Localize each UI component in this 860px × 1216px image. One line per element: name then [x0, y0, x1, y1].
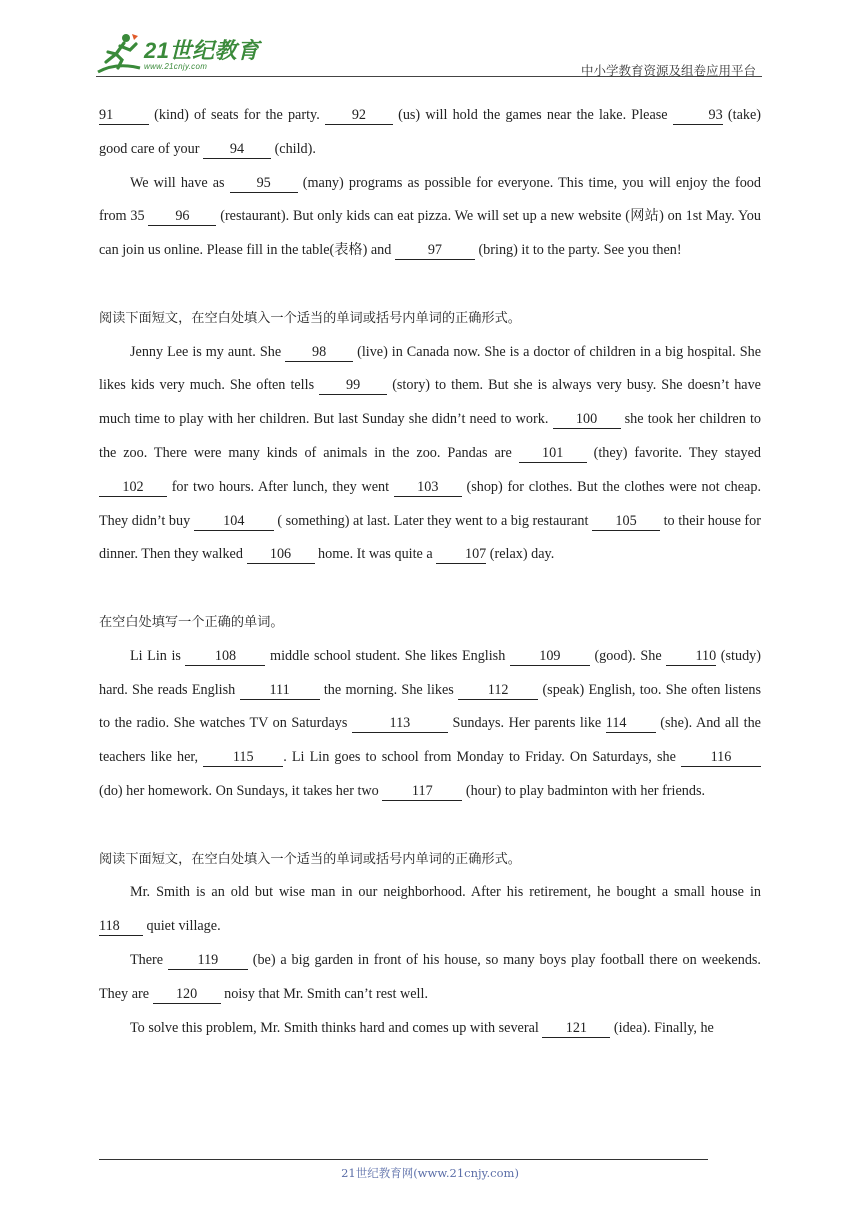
text: There [130, 951, 168, 968]
logo-url: www.21cnjy.com [144, 62, 208, 71]
blank-98[interactable]: 98 [285, 343, 353, 362]
text: Jenny Lee is my aunt. She [130, 343, 286, 360]
blank-116[interactable]: 116 [681, 748, 761, 767]
blank-100[interactable]: 100 [553, 410, 621, 429]
instruction: 阅读下面短文，在空白处填入一个适当的单词或括号内单词的正确形式。 [99, 310, 521, 326]
blank-102[interactable]: 102 [99, 478, 167, 497]
blank-104[interactable]: 104 [194, 512, 274, 531]
text: (shop) for clothes. But the clothes were not cheap. They didn’t buy [99, 478, 761, 529]
text: (do) her homework. On Sundays, it takes her two [99, 782, 383, 799]
text: (story) to them. But she is always very busy. She doesn’t have much time to play with her children. But last Sunday she didn’t need to work. [99, 377, 761, 428]
header-divider [96, 76, 762, 77]
blank-117[interactable]: 117 [382, 782, 462, 801]
text: (bring) it to the party. See you then! [474, 242, 682, 259]
text: Mr. Smith is an old but wise man in our neighborhood. After his retirement, he bought a small house in [130, 884, 761, 901]
paragraph [99, 640, 761, 809]
paragraph [99, 876, 761, 944]
text: home. It was quite a [314, 546, 437, 563]
text: (they) favorite. They stayed [586, 444, 761, 461]
text: Li Lin is [130, 647, 186, 664]
blank-105[interactable]: 105 [592, 512, 660, 531]
blank-101[interactable]: 101 [519, 444, 587, 463]
text: ( something) at last. Later they went to a big restaurant [273, 512, 593, 529]
blank-110[interactable]: 110 [666, 647, 716, 666]
blank-99[interactable]: 99 [319, 376, 387, 395]
logo [96, 32, 266, 76]
blank-115[interactable]: 115 [203, 748, 283, 767]
blank-113[interactable]: 113 [352, 714, 448, 733]
blank-107[interactable]: 107 [436, 545, 486, 564]
text: To solve this problem, Mr. Smith thinks hard and comes up with several [130, 1019, 543, 1036]
blank-94[interactable]: 94 [203, 140, 271, 159]
footer-text[interactable]: 21世纪教育网(www.21cnjy.com) [341, 1166, 519, 1180]
text: (idea). Finally, he [610, 1019, 714, 1036]
runner-logo-icon [96, 32, 142, 76]
text: (us) will hold the games near the lake. Please [392, 107, 673, 123]
text: We will have as [130, 174, 230, 191]
text: to their house for dinner. Then they walked [99, 512, 761, 563]
blank-118[interactable]: 118 [99, 917, 143, 936]
paragraph [99, 167, 761, 268]
blank-112[interactable]: 112 [458, 681, 538, 700]
page-header [96, 30, 762, 78]
blank-97[interactable]: 97 [395, 241, 475, 260]
instruction: 阅读下面短文，在空白处填入一个适当的单词或括号内单词的正确形式。 [99, 851, 521, 867]
blank-119[interactable]: 119 [168, 951, 248, 970]
blank-92[interactable]: 92 [325, 106, 393, 125]
blank-109[interactable]: 109 [510, 647, 590, 666]
blank-106[interactable]: 106 [247, 545, 315, 564]
text: (restaurant). But only kids can eat pizza. We will set up a new website (网站) on 1st May. You can join us online. Please fill in the table(表格) and [99, 208, 761, 259]
text: quiet village. [143, 918, 221, 935]
paragraph [99, 944, 761, 1012]
footer-divider [99, 1159, 708, 1160]
blank-95[interactable]: 95 [230, 174, 298, 193]
instruction: 在空白处填写一个正确的单词。 [99, 614, 284, 630]
text: (take) good care of your [99, 107, 761, 157]
text: (hour) to play badminton with her friends. [462, 782, 706, 799]
platform-name: 中小学教育资源及组卷应用平台 [580, 63, 756, 78]
blank-103[interactable]: 103 [394, 478, 462, 497]
text: (speak) English, too. She often listens to the radio. She watches TV on Saturdays [99, 681, 761, 732]
logo-text: 21世纪教育 [144, 38, 260, 63]
text: (she). And all the teachers like her, [99, 715, 761, 766]
text: (kind) of seats for the party. [149, 107, 325, 123]
text: (be) a big garden in front of his house, so many boys play football there on weekends. They are [99, 951, 761, 1002]
text: (live) in Canada now. She is a doctor of children in a big hospital. She likes kids very much. She often tells [99, 343, 761, 394]
blank-93[interactable]: 93 [673, 106, 723, 125]
text: for two hours. After lunch, they went [167, 478, 394, 495]
text: Sundays. Her parents like [447, 715, 606, 732]
blank-91[interactable]: 91 [99, 106, 149, 125]
text: . Li Lin goes to school from Monday to Friday. On Saturdays, she [283, 749, 681, 766]
text: (child). [271, 140, 316, 157]
paragraph [99, 336, 761, 573]
blank-96[interactable]: 96 [148, 207, 216, 226]
text: she took her children to the zoo. There were many kinds of animals in the zoo. Pandas are [99, 411, 761, 461]
blank-111[interactable]: 111 [240, 681, 320, 700]
text: (many) programs as possible for everyone. This time, you will enjoy the food from 35 [99, 174, 761, 225]
text: (relax) day. [486, 546, 555, 563]
text: middle school student. She likes English [265, 647, 510, 664]
blank-108[interactable]: 108 [185, 647, 265, 666]
document-body [99, 99, 761, 1045]
paragraph [99, 99, 761, 167]
text: (study) hard. She reads English [99, 647, 761, 698]
blank-114[interactable]: 114 [606, 714, 656, 733]
blank-120[interactable]: 120 [153, 985, 221, 1004]
text: the morning. She likes [319, 681, 459, 698]
blank-121[interactable]: 121 [542, 1019, 610, 1038]
text: noisy that Mr. Smith can’t rest well. [220, 985, 428, 1002]
text: (good). She [589, 647, 667, 664]
paragraph [99, 1012, 761, 1046]
